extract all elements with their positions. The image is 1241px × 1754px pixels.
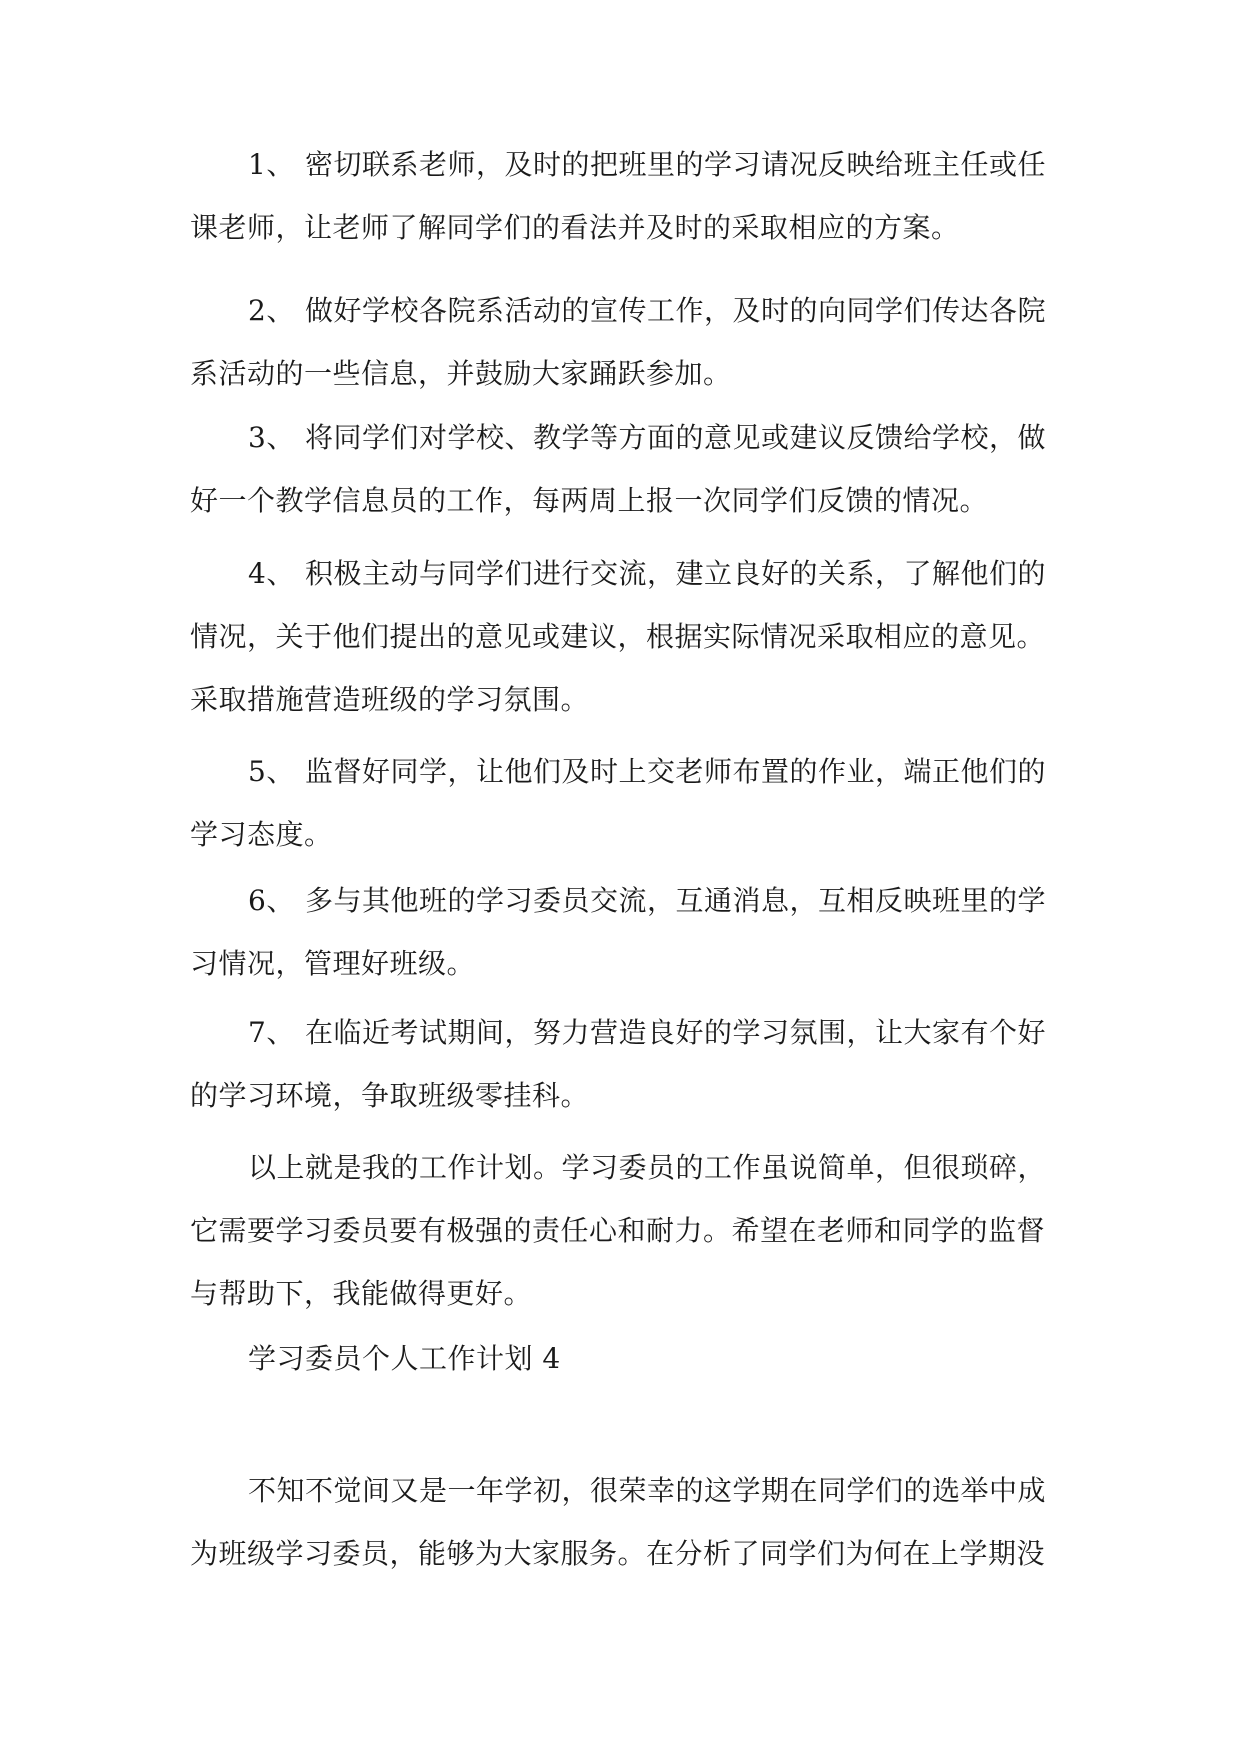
- item-3-line-1: [248, 421, 1148, 455]
- item-4-number: 4、: [248, 557, 295, 590]
- item-3-line-2: 好一个教学信息员的工作，每两周上报一次同学们反馈的情况。: [190, 484, 989, 517]
- item-5-number: 5、: [248, 755, 295, 788]
- item-4-line-3: 采取措施营造班级的学习氛围。: [190, 683, 590, 716]
- item-4-line-2: 情况，关于他们提出的意见或建议，根据实际情况采取相应的意见。: [190, 620, 1046, 653]
- item-2-line-1: [248, 294, 1148, 328]
- closing-line-1: 以上就是我的工作计划。学习委员的工作虽说简单，但很琐碎，: [248, 1151, 1047, 1184]
- section-title: 学习委员个人工作计划 4: [248, 1342, 561, 1375]
- item-5-text: 监督好同学，让他们及时上交老师布置的作业，端正他们的: [305, 755, 1047, 788]
- item-3-text: 将同学们对学校、教学等方面的意见或建议反馈给学校，做: [305, 421, 1047, 454]
- item-7-line-2: 的学习环境，争取班级零挂科。: [190, 1079, 590, 1112]
- item-6-line-2: 习情况，管理好班级。: [190, 947, 476, 980]
- item-7-text: 在临近考试期间，努力营造良好的学习氛围，让大家有个好: [305, 1016, 1047, 1049]
- item-7-number: 7、: [248, 1016, 295, 1049]
- item-2-text: 做好学校各院系活动的宣传工作，及时的向同学们传达各院: [305, 294, 1047, 327]
- item-2-line-2: 系活动的一些信息，并鼓励大家踊跃参加。: [190, 357, 732, 390]
- item-1-line-1: [248, 148, 1148, 182]
- intro-line-2: 为班级学习委员，能够为大家服务。在分析了同学们为何在上学期没: [190, 1537, 1046, 1570]
- intro-line-1: 不知不觉间又是一年学初，很荣幸的这学期在同学们的选举中成: [248, 1474, 1047, 1507]
- item-1-line-2: 课老师，让老师了解同学们的看法并及时的采取相应的方案。: [190, 211, 960, 244]
- item-7-line-1: [248, 1016, 1148, 1050]
- item-1-text: 密切联系老师，及时的把班里的学习请况反映给班主任或任: [305, 148, 1047, 181]
- item-4-line-1: [248, 557, 1148, 591]
- closing-line-2: 它需要学习委员要有极强的责任心和耐力。希望在老师和同学的监督: [190, 1214, 1046, 1247]
- item-1-number: 1、: [248, 148, 295, 181]
- item-6-text: 多与其他班的学习委员交流，互通消息，互相反映班里的学: [305, 884, 1047, 917]
- closing-line-3: 与帮助下，我能做得更好。: [190, 1277, 533, 1310]
- item-6-number: 6、: [248, 884, 295, 917]
- item-4-text: 积极主动与同学们进行交流，建立良好的关系，了解他们的: [305, 557, 1047, 590]
- item-2-number: 2、: [248, 294, 295, 327]
- item-6-line-1: [248, 884, 1148, 918]
- item-5-line-1: [248, 755, 1148, 789]
- item-5-line-2: 学习态度。: [190, 818, 333, 851]
- item-3-number: 3、: [248, 421, 295, 454]
